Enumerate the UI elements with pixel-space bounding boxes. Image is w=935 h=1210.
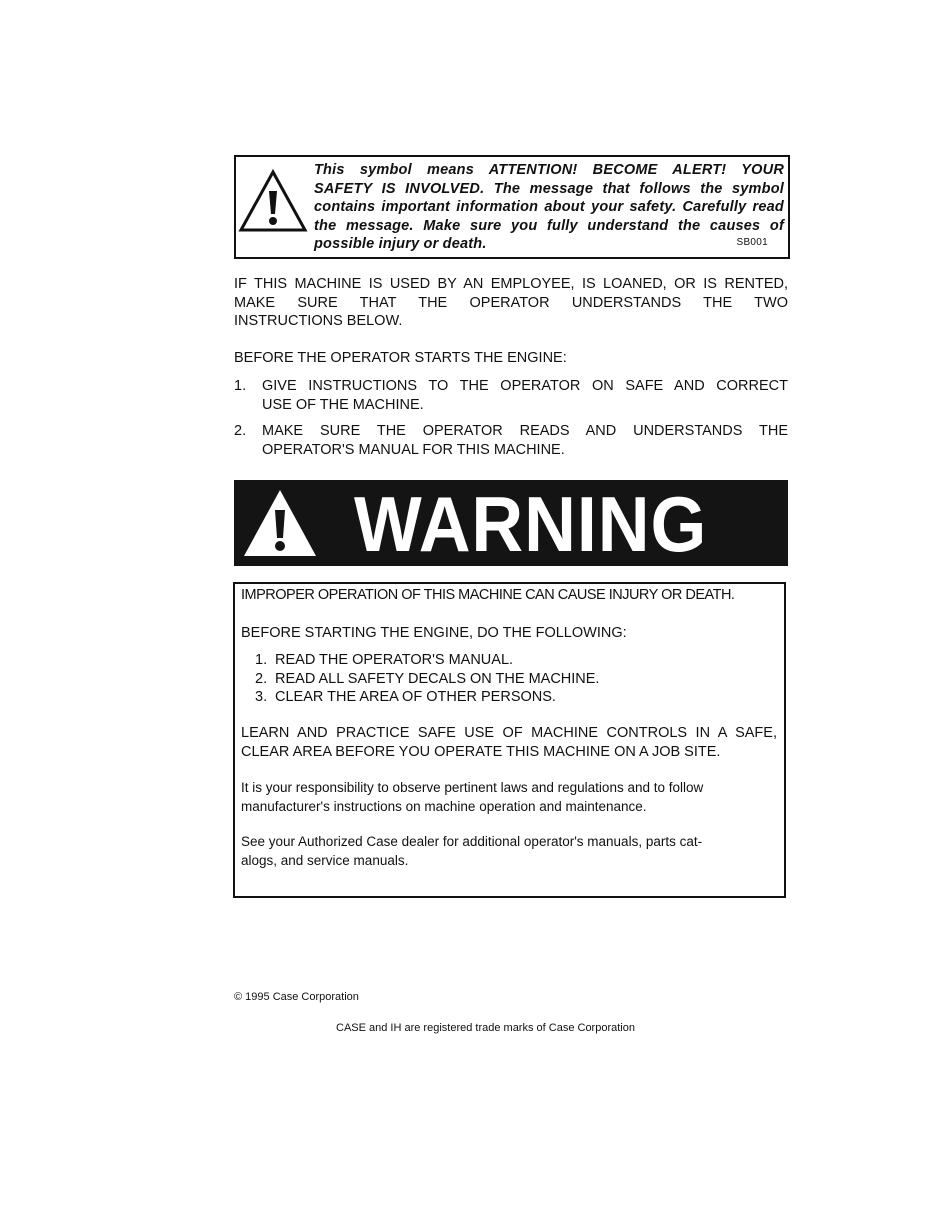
list-item-text: READ ALL SAFETY DECALS ON THE MACHINE. [275,670,600,687]
attention-box [234,155,790,259]
attention-line: This symbol means ATTENTION! BECOME ALERT! YOUR [314,162,784,178]
paragraph-line: alogs, and service manuals. [241,852,409,868]
paragraph-line: It is your responsibility to observe pertinent laws and regulations and to follow [241,780,704,795]
warning-title: WARNING [354,480,708,568]
warning-box [233,582,786,898]
intro-paragraph [234,275,788,331]
warning-banner [234,480,788,566]
list-number: 3. [255,689,268,705]
list-item-text: READ THE OPERATOR'S MANUAL. [275,652,514,668]
operator-instructions-list [234,377,788,467]
list-item [255,688,599,707]
warning-before-heading: BEFORE STARTING THE ENGINE, DO THE FOLLOWING: [241,625,627,641]
intro-line: MAKE SURE THAT THE OPERATOR UNDERSTANDS THE TWO [234,294,788,311]
warning-triangle-exclamation-icon [242,488,318,558]
list-item-line: OPERATOR'S MANUAL FOR THIS MACHINE. [262,441,565,458]
paragraph-line: manufacturer's instructions on machine operation and maintenance. [241,798,647,814]
attention-line: SAFETY IS INVOLVED. The message that follows the symbol [314,180,784,197]
warning-responsibility-paragraph [241,779,777,816]
list-number: 2. [234,423,247,439]
list-item [255,670,599,689]
trademark-notice: CASE and IH are registered trade marks of Case Corporation [336,1022,635,1034]
copyright-notice: © 1995 Case Corporation [234,991,359,1003]
paragraph-line: CLEAR AREA BEFORE YOU OPERATE THIS MACHINE ON A JOB SITE. [241,743,721,760]
warning-intro: IMPROPER OPERATION OF THIS MACHINE CAN CAUSE INJURY OR DEATH. [241,587,735,603]
before-operator-heading: BEFORE THE OPERATOR STARTS THE ENGINE: [234,350,567,366]
paragraph-line: LEARN AND PRACTICE SAFE USE OF MACHINE CONTROLS IN A SAFE, [241,725,777,741]
list-item-text: CLEAR THE AREA OF OTHER PERSONS. [275,689,556,705]
list-number: 2. [255,670,268,687]
list-number: 1. [234,378,247,394]
intro-line: INSTRUCTIONS BELOW. [234,313,403,329]
list-item-line: GIVE INSTRUCTIONS TO THE OPERATOR ON SAFE AND CORRECT [262,378,788,394]
intro-line: IF THIS MACHINE IS USED BY AN EMPLOYEE, IS LOANED, OR IS RENTED, [234,276,788,292]
paragraph-line: See your Authorized Case dealer for additional operator's manuals, parts cat- [241,834,703,849]
list-item-line: USE OF THE MACHINE. [262,396,424,413]
list-item [255,651,599,670]
attention-message [314,161,784,254]
warning-learn-paragraph [241,724,777,761]
list-number: 1. [255,652,268,668]
list-item [234,422,788,459]
list-item-line: MAKE SURE THE OPERATOR READS AND UNDERSTANDS THE [262,423,788,439]
list-item [234,377,788,414]
attention-code: SB001 [736,237,768,248]
attention-line: possible injury or death. [314,236,487,252]
warning-triangle-exclamation-icon [238,169,308,233]
attention-line: contains important information about your safety. Carefully read [314,199,784,215]
warning-steps-list [255,651,599,707]
warning-dealer-paragraph [241,833,777,870]
attention-line: the message. Make sure you fully understand the causes of [314,217,784,234]
